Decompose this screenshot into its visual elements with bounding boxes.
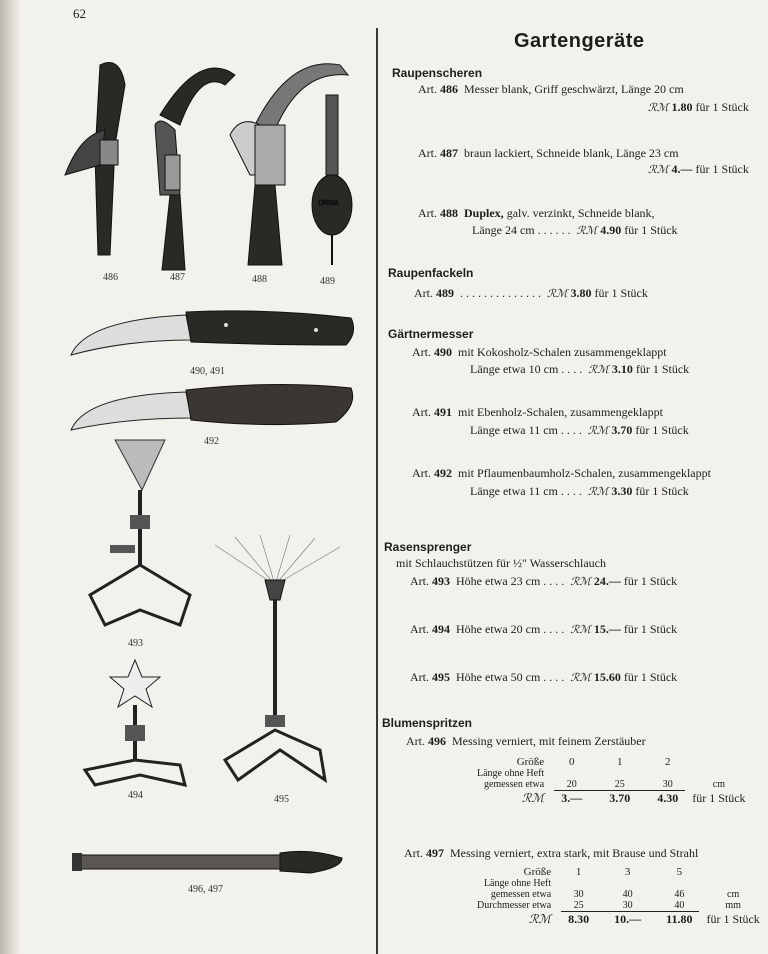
unit-cell: mm — [725, 900, 741, 912]
article-486-price — [648, 100, 749, 115]
sprinkler-495-illustration — [210, 535, 345, 790]
section-raupenscheren: Raupenscheren — [392, 66, 483, 80]
article-label: Art. — [418, 82, 437, 96]
size-cell: 2 — [664, 756, 671, 768]
price: 4.90 — [600, 223, 622, 237]
article-label: Art. — [414, 286, 433, 300]
size-cell: 3 — [624, 866, 631, 878]
column-divider — [376, 28, 378, 954]
price-unit: für 1 Stück — [623, 670, 678, 684]
price: 24.— — [593, 574, 621, 588]
diameter-cell: 40 — [648, 900, 699, 912]
article-description: mit Ebenholz-Schalen, zusammengeklappt — [458, 405, 663, 419]
article-495-line — [410, 670, 677, 685]
article-487-price — [648, 162, 749, 177]
article-492-price — [470, 484, 689, 499]
currency-symbol: ℛℳ — [576, 225, 598, 237]
price-unit: für 1 Stück — [692, 790, 746, 805]
syringe-496-497-illustration — [70, 843, 345, 883]
rasensprenger-subtitle: mit Schlauchstützen für ½" Wasserschlauch — [396, 556, 606, 570]
article-label: Art. — [412, 405, 431, 419]
currency-symbol: ℛℳ — [528, 911, 552, 926]
price-cell: 3.70 — [609, 791, 631, 805]
article-number: 490 — [434, 345, 452, 359]
size-cell: 1 — [616, 756, 623, 768]
table-496 — [470, 756, 753, 806]
length-cell: 40 — [622, 889, 633, 900]
article-489-line — [414, 286, 648, 301]
article-description: mit Pflaumenbaumholz-Schalen, zusammengeklappt — [458, 466, 711, 480]
caption-493: 493 — [128, 638, 143, 649]
currency-symbol: ℛℳ — [648, 102, 669, 114]
price-cell: 11.80 — [666, 912, 693, 926]
table-row — [470, 756, 753, 768]
size-cell: 5 — [676, 866, 683, 878]
caption-486: 486 — [103, 272, 118, 283]
table-row — [470, 768, 753, 779]
price: 4.— — [671, 162, 693, 176]
price: 1.80 — [671, 100, 693, 114]
article-label: Art. — [406, 734, 425, 748]
article-496-line — [406, 734, 646, 749]
diameter-cell: 30 — [596, 900, 648, 912]
article-494-line — [410, 622, 677, 637]
sprinkler-494-illustration — [80, 655, 195, 790]
price-unit: für 1 Stück — [695, 162, 749, 176]
svg-text:ORGA: ORGA — [318, 200, 339, 207]
durchmesser-label: Durchmesser etwa — [477, 900, 552, 912]
table-497 — [470, 866, 767, 927]
article-label: Art. — [418, 146, 437, 160]
price-cell: 4.30 — [657, 791, 679, 805]
article-488-price — [472, 223, 678, 238]
length-cell: 20 — [554, 779, 589, 791]
pruner-486-illustration — [65, 63, 125, 256]
price: 15.— — [593, 622, 621, 636]
currency-symbol: ℛℳ — [648, 164, 669, 176]
article-493-line — [410, 574, 677, 589]
article-number: 493 — [432, 574, 450, 588]
currency-symbol: ℛℳ — [547, 288, 568, 300]
diameter-cell: 25 — [561, 900, 596, 912]
caption-495: 495 — [274, 794, 289, 805]
price-unit: für 1 Stück — [635, 423, 689, 437]
price-cell: 8.30 — [568, 912, 590, 926]
article-label: Art. — [412, 345, 431, 359]
table-row — [470, 866, 767, 878]
length-cell: 30 — [573, 889, 584, 900]
length-cell: 25 — [589, 779, 637, 791]
price: 15.60 — [593, 670, 621, 684]
groesse-label: Größe — [523, 866, 552, 878]
currency-symbol: ℛℳ — [570, 672, 591, 684]
length-cell: 30 — [637, 779, 685, 791]
currency-symbol: ℛℳ — [521, 790, 545, 805]
section-gaertnermesser: Gärtnermesser — [388, 327, 474, 341]
price: 3.80 — [570, 286, 592, 300]
price: 3.30 — [611, 484, 633, 498]
article-number: 496 — [428, 734, 446, 748]
torch-489-illustration — [312, 95, 352, 265]
currency-symbol: ℛℳ — [588, 364, 609, 376]
article-492-line — [412, 466, 711, 481]
article-description-2: Länge etwa 11 cm . . . . — [470, 423, 582, 437]
price-unit: für 1 Stück — [635, 484, 689, 498]
article-number: 487 — [440, 146, 458, 160]
article-description-2: Länge 24 cm . . . . . . — [472, 223, 571, 237]
size-cell: 0 — [568, 756, 575, 768]
gemessen-label: gemessen etwa — [490, 889, 552, 900]
caption-490-491: 490, 491 — [190, 366, 225, 377]
article-description-2: Länge etwa 11 cm . . . . — [470, 484, 582, 498]
laenge-label: Länge ohne Heft — [477, 768, 545, 779]
knife-490-491-illustration — [66, 300, 361, 365]
caption-492: 492 — [204, 436, 219, 447]
price: 3.10 — [611, 362, 633, 376]
article-number: 491 — [434, 405, 452, 419]
leader-dots: . . . . . . . . . . . . . . — [460, 286, 541, 300]
price-unit: für 1 Stück — [594, 286, 648, 300]
page-title: Gartengeräte — [514, 30, 645, 52]
caption-496-497: 496, 497 — [188, 884, 223, 895]
price: 3.70 — [611, 423, 633, 437]
table-row — [470, 791, 753, 807]
currency-symbol: ℛℳ — [570, 624, 591, 636]
article-label: Art. — [410, 670, 429, 684]
groesse-label: Größe — [516, 756, 545, 768]
section-rasensprenger: Rasensprenger — [384, 540, 472, 554]
article-description: mit Kokosholz-Schalen zusammengeklappt — [458, 345, 667, 359]
article-description-2: Länge etwa 10 cm . . . . — [470, 362, 583, 376]
currency-symbol: ℛℳ — [570, 576, 591, 588]
article-number: 488 — [440, 206, 458, 220]
price-cell: 3.— — [561, 791, 583, 805]
caption-488: 488 — [252, 274, 267, 285]
table-row — [470, 889, 767, 900]
caption-494: 494 — [128, 790, 143, 801]
price-unit: für 1 Stück — [623, 574, 678, 588]
table-row — [470, 912, 767, 928]
price-unit: für 1 Stück — [706, 911, 760, 926]
article-number: 495 — [432, 670, 450, 684]
table-row — [470, 779, 753, 791]
article-description: Höhe etwa 20 cm . . . . — [456, 622, 565, 636]
pruner-487-illustration — [155, 68, 235, 270]
price-unit: für 1 Stück — [623, 622, 678, 636]
article-490-line — [412, 345, 667, 360]
knife-492-illustration — [66, 380, 361, 440]
price-unit: für 1 Stück — [695, 100, 749, 114]
currency-symbol: ℛℳ — [587, 425, 609, 437]
section-blumenspritzen: Blumenspritzen — [382, 716, 473, 730]
article-label: Art. — [404, 846, 423, 860]
article-number: 497 — [426, 846, 444, 860]
size-cell: 1 — [575, 866, 582, 878]
article-491-line — [412, 405, 663, 420]
article-number: 492 — [434, 466, 452, 480]
article-number: 486 — [440, 82, 458, 96]
article-label: Art. — [412, 466, 431, 480]
article-description: Messer blank, Griff geschwärzt, Länge 20 cm — [464, 82, 684, 96]
article-highlight: Duplex, — [464, 206, 504, 220]
section-raupenfackeln: Raupenfackeln — [388, 266, 474, 280]
article-description: Höhe etwa 50 cm . . . . — [456, 670, 565, 684]
article-label: Art. — [410, 574, 429, 588]
article-label: Art. — [418, 206, 437, 220]
article-486-line — [418, 82, 684, 97]
currency-symbol: ℛℳ — [587, 486, 609, 498]
table-row — [470, 900, 767, 912]
unit-cell: cm — [727, 889, 740, 900]
article-number: 489 — [436, 286, 454, 300]
caption-487: 487 — [170, 272, 185, 283]
unit-cell: cm — [712, 779, 725, 791]
article-487-line — [418, 146, 679, 161]
table-row — [470, 878, 767, 889]
article-488-line — [418, 206, 655, 221]
article-description: Höhe etwa 23 cm . . . . — [456, 574, 565, 588]
raupenscheren-illustrations — [60, 55, 360, 275]
price-unit: für 1 Stück — [624, 223, 678, 237]
page-edge-shadow — [0, 0, 22, 954]
article-description: galv. verzinkt, Schneide blank, — [506, 206, 655, 220]
sprinkler-493-illustration — [80, 435, 200, 635]
laenge-label: Länge ohne Heft — [483, 878, 552, 889]
article-497-line — [404, 846, 698, 861]
length-cell: 46 — [674, 889, 685, 900]
gemessen-label: gemessen etwa — [483, 779, 545, 791]
article-number: 494 — [432, 622, 450, 636]
article-description: braun lackiert, Schneide blank, Länge 23 cm — [464, 146, 679, 160]
article-description: Messing verniert, extra stark, mit Brause und Strahl — [450, 846, 699, 860]
article-491-price — [470, 423, 689, 438]
article-description: Messing verniert, mit feinem Zerstäuber — [452, 734, 646, 748]
price-cell: 10.— — [614, 912, 642, 926]
caption-489: 489 — [320, 276, 335, 287]
page-number: 62 — [73, 6, 86, 21]
article-490-price — [470, 362, 689, 377]
article-label: Art. — [410, 622, 429, 636]
price-unit: für 1 Stück — [635, 362, 690, 376]
